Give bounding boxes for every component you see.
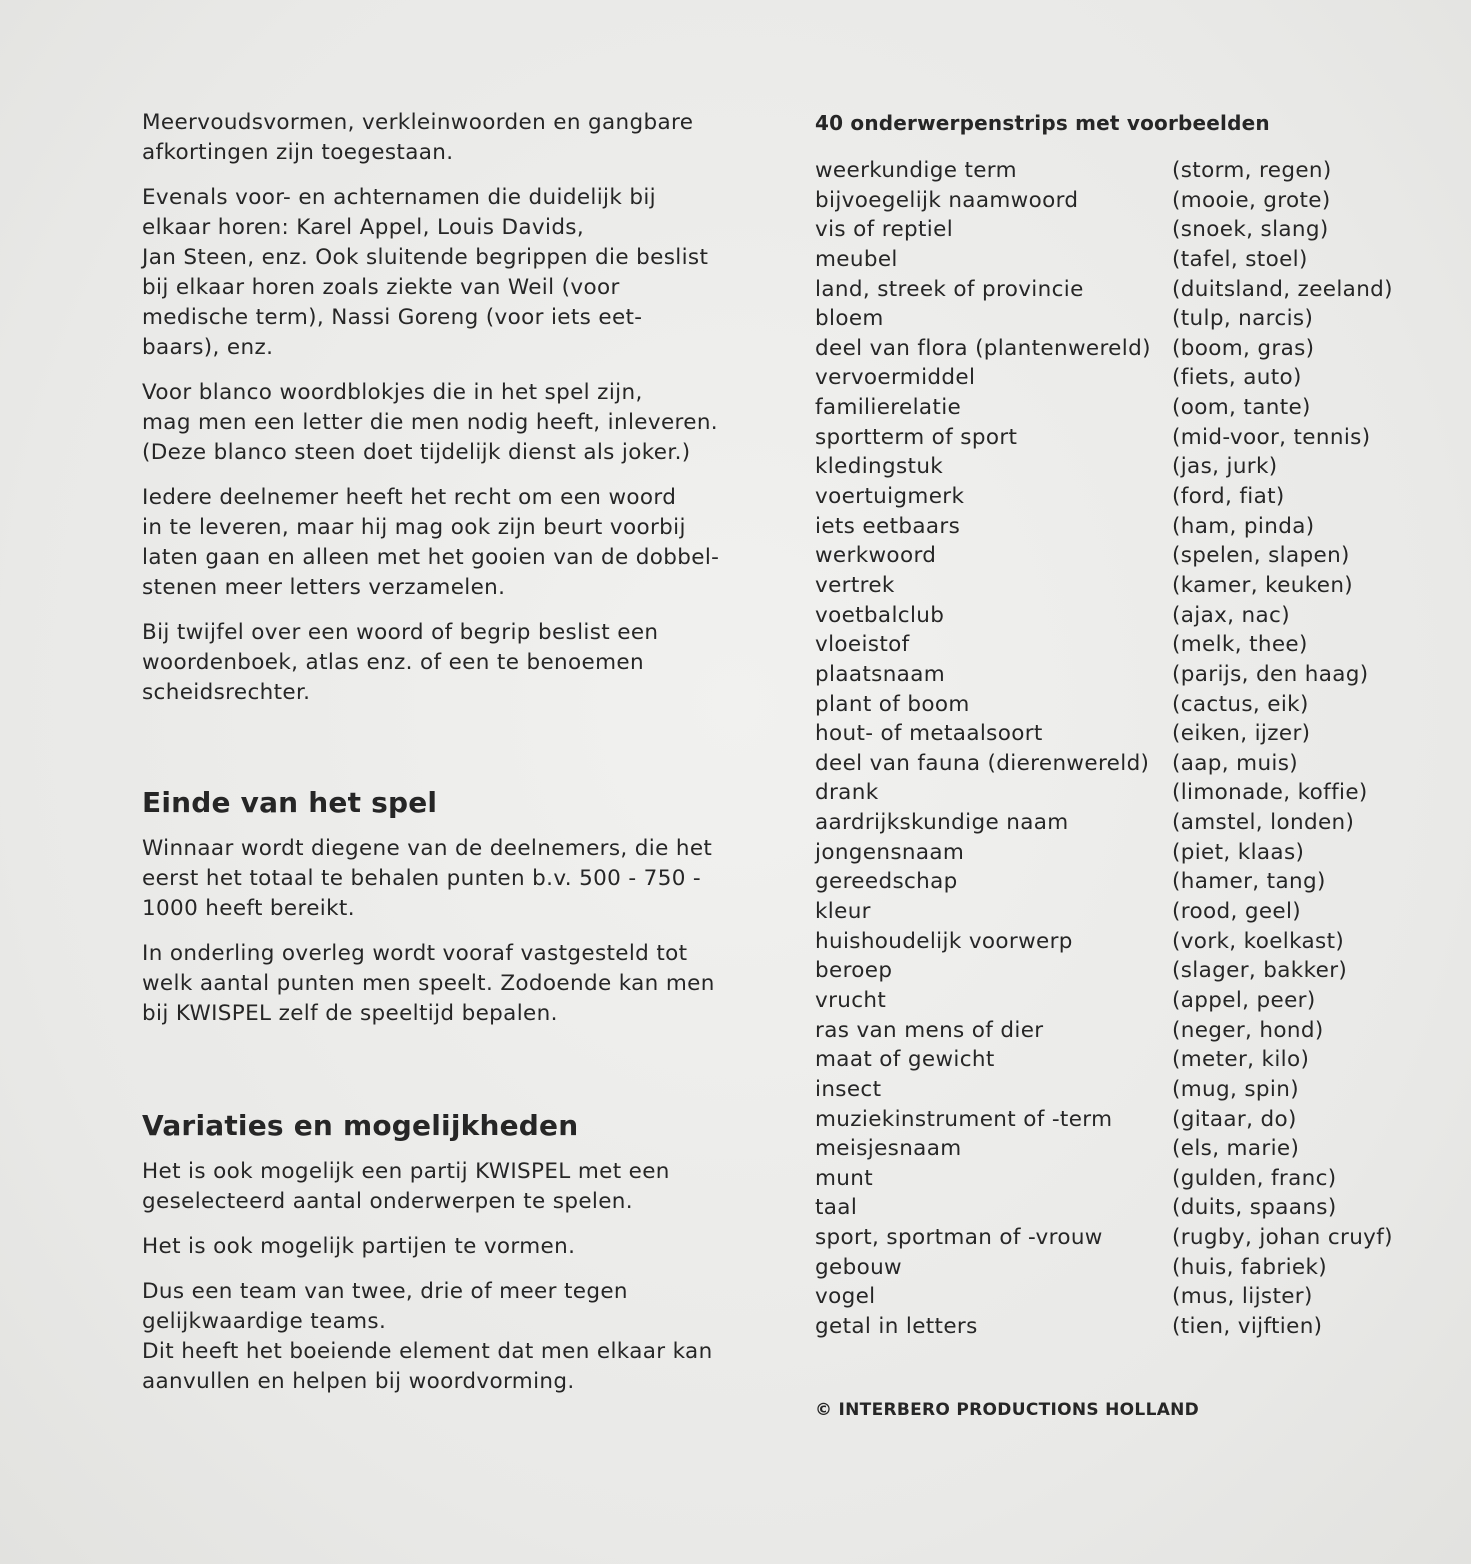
strip-row — [815, 541, 1435, 571]
strip-row — [815, 808, 1435, 838]
paragraph-names: Evenals voor- en achternamen die duidelijk bij elkaar horen: Karel Appel, Louis Davids, Jan Steen, enz. Ook sluitende begrippen die beslist bij elkaar horen zoals ziekte van Weil (voor medische term), Nassi Goreng (voor iets eet- baars), enz. — [142, 185, 709, 360]
strip-example: (limonade, koffie) — [1172, 780, 1368, 806]
strip-row — [815, 1253, 1435, 1283]
strip-example: (appel, peer) — [1172, 987, 1316, 1013]
strip-subject: vrucht — [815, 987, 887, 1013]
paragraph-points-agreement: In onderling overleg wordt vooraf vastgesteld tot welk aantal punten men speelt. Zodoende kan men bij KWISPEL zelf de speeltijd bepalen. — [142, 941, 715, 1026]
strip-row — [815, 719, 1435, 749]
strip-example: (rugby, johan cruyf) — [1172, 1225, 1393, 1251]
strip-subject: vertrek — [815, 572, 895, 598]
strip-subject: getal in letters — [815, 1313, 978, 1339]
strip-subject: deel van flora (plantenwereld) — [815, 335, 1151, 361]
right-column — [815, 108, 1435, 1342]
strip-example: (jas, jurk) — [1172, 454, 1278, 480]
strip-example: (tien, vijftien) — [1172, 1313, 1323, 1339]
strip-row — [815, 186, 1435, 216]
strip-row — [815, 1105, 1435, 1135]
strip-subject: huishoudelijk voorwerp — [815, 928, 1073, 954]
strip-example: (neger, hond) — [1172, 1017, 1324, 1043]
strip-example: (fiets, auto) — [1172, 365, 1302, 391]
strip-subject: vervoermiddel — [815, 365, 976, 391]
strip-subject: voertuigmerk — [815, 484, 965, 510]
heading-end-of-game: Einde van het spel — [142, 786, 438, 819]
strip-subject: jongensnaam — [815, 839, 965, 865]
strip-row — [815, 452, 1435, 482]
strip-example: (mus, lijster) — [1172, 1284, 1313, 1310]
strip-row — [815, 927, 1435, 957]
strip-subject: gebouw — [815, 1254, 902, 1280]
strip-row — [815, 1016, 1435, 1046]
strip-example: (rood, geel) — [1172, 899, 1302, 925]
strip-row — [815, 1282, 1435, 1312]
strip-example: (huis, fabriek) — [1172, 1254, 1328, 1280]
strip-subject: deel van fauna (dierenwereld) — [815, 750, 1150, 776]
strip-row — [815, 1223, 1435, 1253]
strip-example: (aap, muis) — [1172, 750, 1299, 776]
strip-subject: ras van mens of dier — [815, 1017, 1044, 1043]
strip-row — [815, 245, 1435, 275]
strip-row — [815, 778, 1435, 808]
strip-example: (ajax, nac) — [1172, 602, 1290, 628]
strip-example: (duits, spaans) — [1172, 1195, 1337, 1221]
strip-row — [815, 1164, 1435, 1194]
strip-subject: munt — [815, 1165, 874, 1191]
strip-subject: meisjesnaam — [815, 1136, 962, 1162]
strip-example: (amstel, londen) — [1172, 810, 1355, 836]
strips-list — [815, 156, 1435, 1342]
strip-example: (snoek, slang) — [1172, 217, 1329, 243]
strip-subject: bijvoegelijk naamwoord — [815, 187, 1079, 213]
strip-row — [815, 867, 1435, 897]
strip-subject: plaatsnaam — [815, 661, 946, 687]
paragraph-winner: Winnaar wordt diegene van de deelnemers, die het eerst het totaal te behalen punten b.v. 500 - 750 - 1000 heeft bereikt. — [142, 836, 713, 921]
strip-example: (mid-voor, tennis) — [1172, 424, 1371, 450]
strip-row — [815, 334, 1435, 364]
strip-subject: werkwoord — [815, 543, 937, 569]
strip-example: (duitsland, zeeland) — [1172, 276, 1393, 302]
strip-row — [815, 304, 1435, 334]
strip-example: (vork, koelkast) — [1172, 928, 1345, 954]
strip-example: (eiken, ijzer) — [1172, 721, 1311, 747]
strip-row — [815, 660, 1435, 690]
paragraph-turn-rules: Iedere deelnemer heeft het recht om een woord in te leveren, maar hij mag ook zijn beurt voorbij laten gaan en alleen met het gooien van de dobbel- stenen meer letters verzamelen. — [142, 485, 720, 600]
strip-subject: kleur — [815, 899, 871, 925]
strip-row — [815, 690, 1435, 720]
copyright-notice: © INTERBERO PRODUCTIONS HOLLAND — [815, 1400, 1200, 1420]
strip-example: (storm, regen) — [1172, 158, 1332, 183]
strip-subject: gereedschap — [815, 869, 958, 895]
strip-subject: hout- of metaalsoort — [815, 721, 1043, 747]
strip-example: (tafel, stoel) — [1172, 246, 1308, 272]
strip-subject: meubel — [815, 246, 898, 272]
strip-row — [815, 956, 1435, 986]
strip-subject: familierelatie — [815, 395, 962, 421]
strip-example: (cactus, eik) — [1172, 691, 1309, 717]
strip-row — [815, 482, 1435, 512]
strip-subject: muziekinstrument of -term — [815, 1106, 1113, 1132]
strip-row — [815, 749, 1435, 779]
strip-row — [815, 275, 1435, 305]
strip-row — [815, 423, 1435, 453]
paragraph-selected-subjects: Het is ook mogelijk een partij KWISPEL met een geselecteerd aantal onderwerpen te spelen. — [142, 1159, 670, 1214]
strip-example: (piet, klaas) — [1172, 839, 1305, 865]
paragraph-teams: Het is ook mogelijk partijen te vormen. — [142, 1234, 576, 1259]
heading-variations: Variaties en mogelijkheden — [142, 1109, 579, 1142]
paragraph-plurals: Meervoudsvormen, verkleinwoorden en gangbare afkortingen zijn toegestaan. — [142, 110, 694, 165]
paragraph-team-sizes: Dus een team van twee, drie of meer tegen gelijkwaardige teams. — [142, 1279, 628, 1334]
strip-row — [815, 601, 1435, 631]
strip-subject: vis of reptiel — [815, 217, 954, 243]
strip-subject: voetbalclub — [815, 602, 945, 628]
strip-subject: vloeistof — [815, 632, 910, 658]
strip-example: (meter, kilo) — [1172, 1047, 1310, 1073]
strip-row — [815, 512, 1435, 542]
left-column — [142, 108, 762, 1412]
strip-example: (mooie, grote) — [1172, 187, 1331, 213]
strip-example: (hamer, tang) — [1172, 869, 1326, 895]
strip-row — [815, 156, 1435, 186]
strip-subject: aardrijkskundige naam — [815, 810, 1069, 836]
strip-example: (kamer, keuken) — [1172, 572, 1354, 598]
strip-row — [815, 897, 1435, 927]
strip-subject: drank — [815, 780, 879, 806]
strip-row — [815, 1045, 1435, 1075]
strip-example: (oom, tante) — [1172, 395, 1311, 421]
strip-subject: iets eetbaars — [815, 513, 961, 539]
strip-row — [815, 1312, 1435, 1342]
strip-subject: taal — [815, 1195, 858, 1221]
strip-example: (ham, pinda) — [1172, 513, 1315, 539]
strip-example: (melk, thee) — [1172, 632, 1308, 658]
strips-list-title: 40 onderwerpenstrips met voorbeelden — [815, 111, 1270, 135]
strip-row — [815, 363, 1435, 393]
strip-subject: insect — [815, 1076, 882, 1102]
strip-row — [815, 571, 1435, 601]
strip-example: (slager, bakker) — [1172, 958, 1348, 984]
strip-subject: weerkundige term — [815, 158, 1017, 183]
strip-row — [815, 393, 1435, 423]
strip-subject: kledingstuk — [815, 454, 944, 480]
strip-subject: sportterm of sport — [815, 424, 1018, 450]
strip-row — [815, 1075, 1435, 1105]
strip-subject: plant of boom — [815, 691, 970, 717]
strip-example: (ford, fiat) — [1172, 484, 1285, 510]
strip-subject: maat of gewicht — [815, 1047, 995, 1073]
strip-example: (gulden, franc) — [1172, 1165, 1337, 1191]
strip-row — [815, 986, 1435, 1016]
strip-row — [815, 1193, 1435, 1223]
strip-subject: beroep — [815, 958, 893, 984]
paragraph-blank-tiles: Voor blanco woordblokjes die in het spel zijn, mag men een letter die men nodig heeft, inleveren. (Deze blanco steen doet tijdelijk dienst als joker.) — [142, 380, 718, 465]
strip-row — [815, 1134, 1435, 1164]
strip-example: (parijs, den haag) — [1172, 661, 1369, 687]
paragraph-doubt: Bij twijfel over een woord of begrip beslist een woordenboek, atlas enz. of een te benoemen scheidsrechter. — [142, 620, 659, 705]
strip-subject: vogel — [815, 1284, 876, 1310]
strip-example: (boom, gras) — [1172, 335, 1315, 361]
paragraph-team-benefit: Dit heeft het boeiende element dat men elkaar kan aanvullen en helpen bij woordvorming. — [142, 1339, 713, 1394]
strip-example: (mug, spin) — [1172, 1076, 1299, 1102]
strip-row — [815, 838, 1435, 868]
strip-example: (tulp, narcis) — [1172, 306, 1314, 332]
strip-row — [815, 215, 1435, 245]
strip-example: (spelen, slapen) — [1172, 543, 1350, 569]
strip-subject: bloem — [815, 306, 884, 332]
strip-subject: sport, sportman of -vrouw — [815, 1225, 1103, 1251]
strip-subject: land, streek of provincie — [815, 276, 1084, 302]
strip-example: (gitaar, do) — [1172, 1106, 1297, 1132]
strip-row — [815, 630, 1435, 660]
strip-example: (els, marie) — [1172, 1136, 1300, 1162]
